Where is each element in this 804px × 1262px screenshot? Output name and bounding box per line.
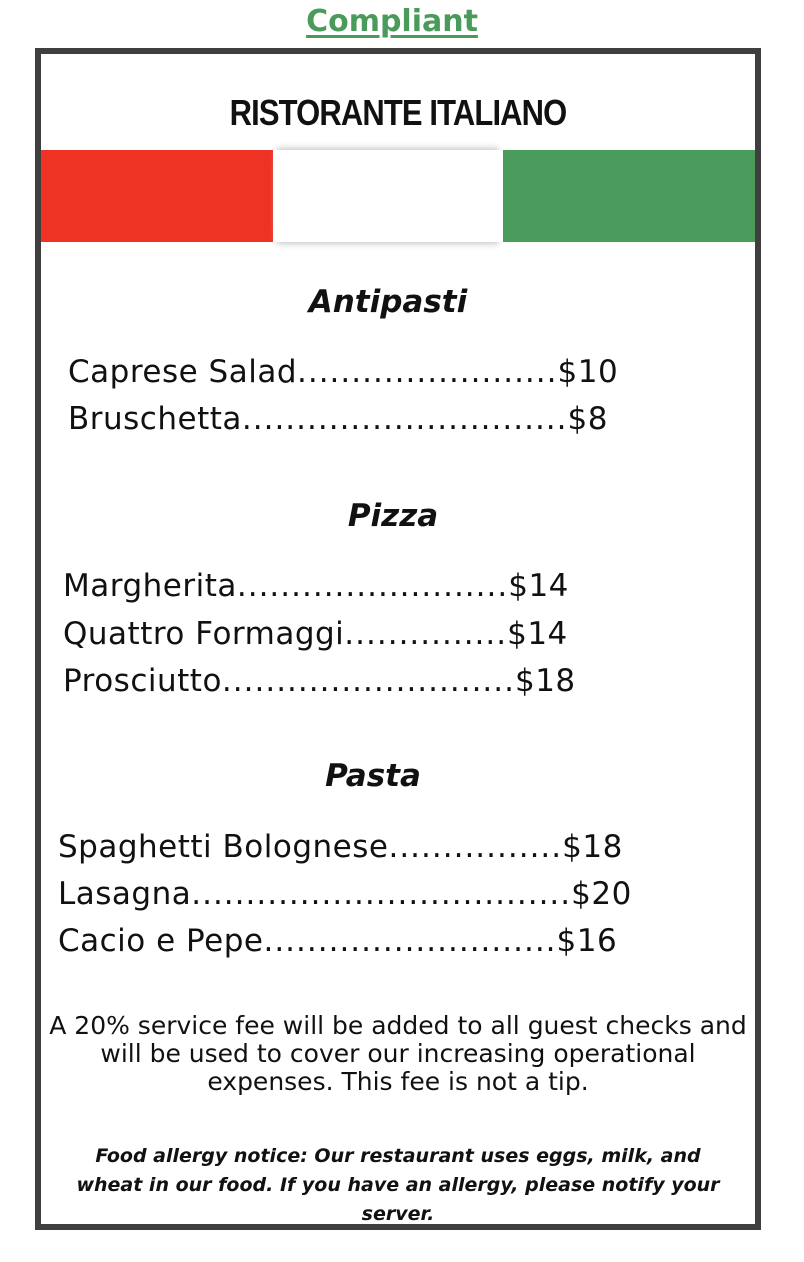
restaurant-name: RISTORANTE ITALIANO bbox=[229, 92, 567, 133]
item-name: Margherita bbox=[63, 568, 237, 604]
menu-item bbox=[68, 401, 608, 437]
item-leader-dots: ................ bbox=[388, 829, 563, 865]
item-price: $18 bbox=[562, 829, 623, 865]
item-name: Spaghetti Bolognese bbox=[58, 829, 389, 865]
menu-item bbox=[58, 923, 617, 959]
menu-card bbox=[35, 48, 761, 1230]
item-leader-dots: .............................. bbox=[241, 401, 568, 437]
menu-item bbox=[63, 663, 576, 699]
menu-item bbox=[63, 616, 568, 652]
menu-item bbox=[58, 829, 623, 865]
flag-red-stripe bbox=[41, 150, 273, 242]
allergy-notice: Food allergy notice: Our restaurant uses eggs, milk, and wheat in our food. If you have an allergy, please notify your server. bbox=[76, 1145, 720, 1225]
service-fee-notice: A 20% service fee will be added to all guest checks and will be used to cover our increasing operational expenses. This fee is not a tip. bbox=[49, 1011, 747, 1096]
item-leader-dots: ............... bbox=[344, 616, 508, 652]
item-name: Lasagna bbox=[58, 876, 192, 912]
compliant-label: Compliant bbox=[306, 4, 478, 39]
item-leader-dots: ................................... bbox=[191, 876, 572, 912]
item-leader-dots: ......................... bbox=[236, 568, 509, 604]
item-price: $20 bbox=[571, 876, 632, 912]
item-price: $14 bbox=[507, 616, 568, 652]
item-price: $18 bbox=[514, 663, 576, 699]
item-leader-dots: ........................ bbox=[297, 354, 558, 390]
flag-green-stripe bbox=[503, 150, 755, 242]
flag-white-stripe bbox=[273, 150, 503, 242]
item-leader-dots: ........................... bbox=[221, 663, 515, 699]
item-name: Cacio e Pepe bbox=[58, 923, 264, 959]
menu-item bbox=[63, 568, 569, 604]
item-leader-dots: ........................... bbox=[263, 923, 557, 959]
item-price: $16 bbox=[556, 923, 618, 959]
section-title-pizza: Pizza bbox=[347, 498, 439, 534]
menu-item bbox=[68, 354, 618, 390]
item-name: Prosciutto bbox=[63, 663, 222, 699]
item-price: $14 bbox=[508, 568, 569, 604]
item-name: Quattro Formaggi bbox=[63, 616, 345, 652]
item-name: Caprese Salad bbox=[68, 354, 297, 390]
item-price: $10 bbox=[557, 354, 619, 390]
section-title-antipasti: Antipasti bbox=[308, 284, 468, 320]
section-title-pasta: Pasta bbox=[325, 758, 421, 794]
item-price: $8 bbox=[567, 401, 608, 437]
menu-item bbox=[58, 876, 632, 912]
item-name: Bruschetta bbox=[68, 401, 242, 437]
